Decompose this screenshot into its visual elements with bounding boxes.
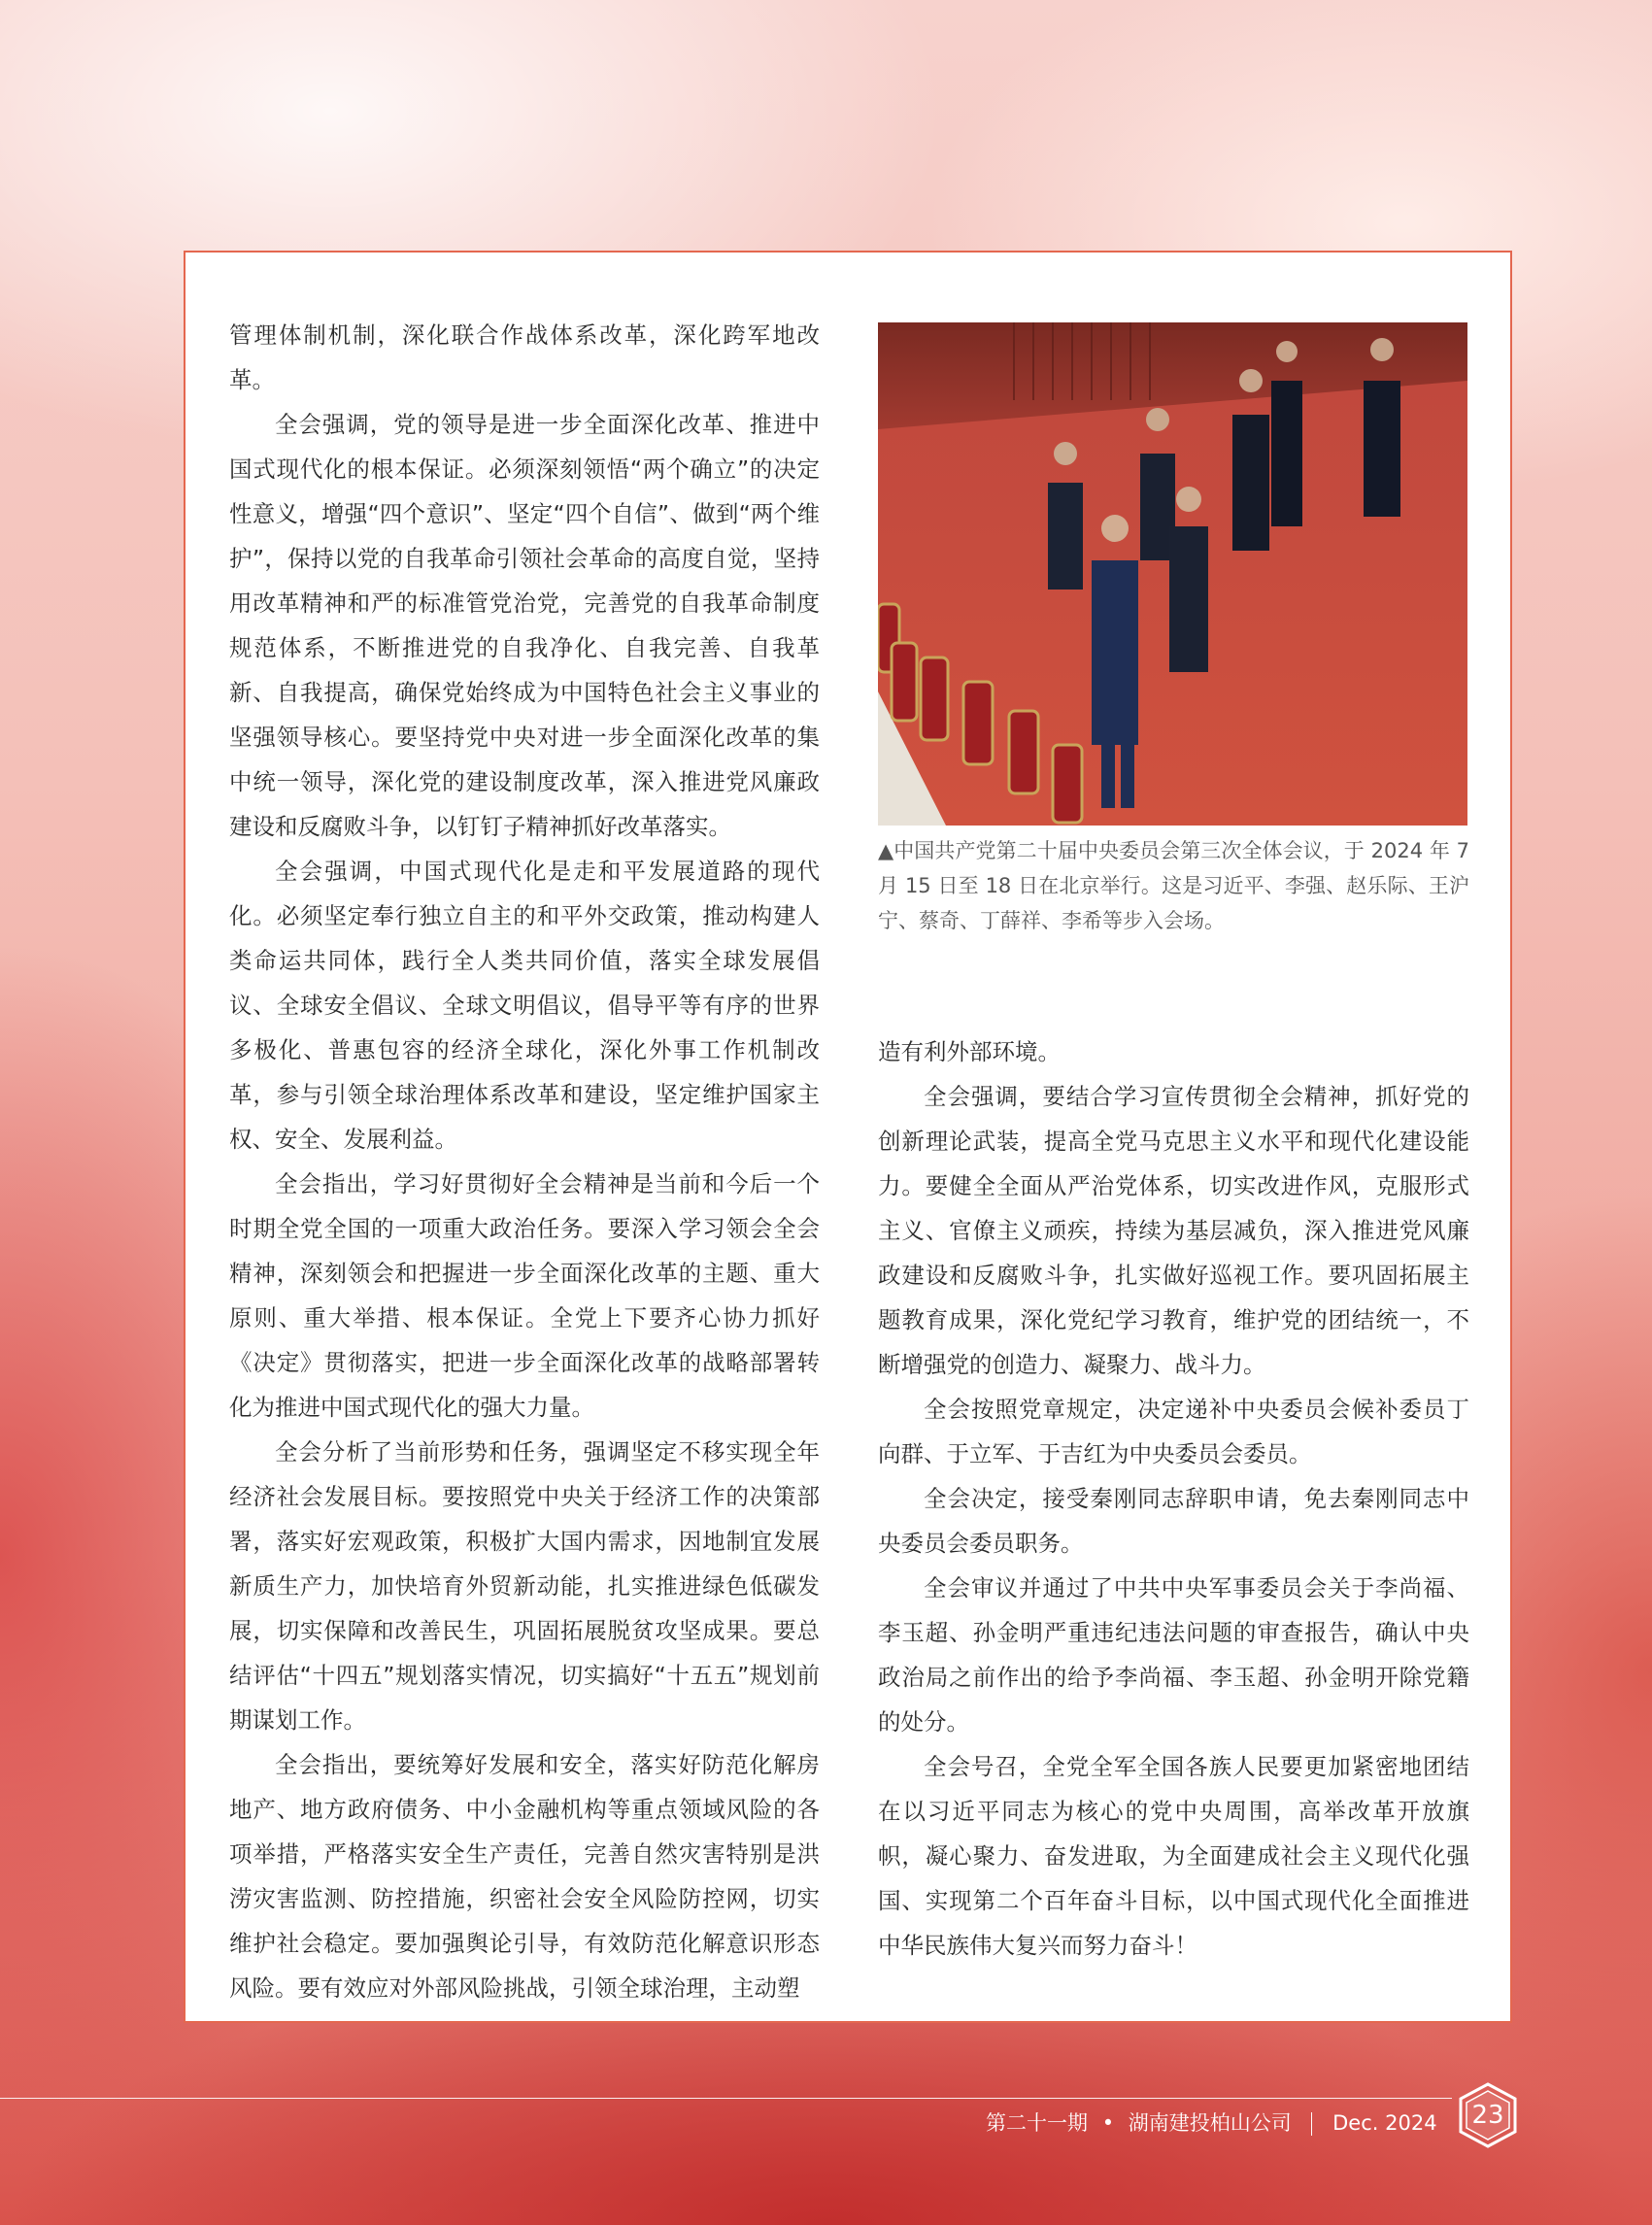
paragraph: 全会审议并通过了中共中央军事委员会关于李尚福、李玉超、孙金明严重违纪违法问题的审查报告，确认中央政治局之前作出的给予李尚福、李玉超、孙金明开除党籍的处分。 — [878, 1574, 1469, 1736]
page-footer — [0, 2098, 1652, 2141]
issue-label: 第二十一期 — [986, 2111, 1088, 2135]
footer-separator — [1311, 2112, 1312, 2136]
paragraph: 全会强调，中国式现代化是走和平发展道路的现代化。必须坚定奉行独立自主的和平外交政策，推动构建人类命运共同体，践行全人类共同价值，落实全球发展倡议、全球安全倡议、全球文明倡议，倡导平等有序的世界多极化、普惠包容的经济全球化，深化外事工作机制改革，参与引领全球治理体系改革和建设，坚定维护国家主权、安全、发展利益。 — [229, 858, 820, 1153]
paragraph: 全会指出，学习好贯彻好全会精神是当前和今后一个时期全党全国的一项重大政治任务。要深入学习领会全会精神，深刻领会和把握进一步全面深化改革的主题、重大原则、重大举措、根本保证。全党上下要齐心协力抓好《决定》贯彻落实，把进一步全面深化改革的战略部署转化为推进中国式现代化的强大力量。 — [229, 1170, 820, 1421]
paragraph: 全会强调，要结合学习宣传贯彻全会精神，抓好党的创新理论武装，提高全党马克思主义水平和现代化建设能力。要健全全面从严治党体系，切实改进作风，克服形式主义、官僚主义顽疾，持续为基层减负，深入推进党风廉政建设和反腐败斗争，扎实做好巡视工作。要巩固拓展主题教育成果，深化党纪学习教育，维护党的团结统一，不断增强党的创造力、凝聚力、战斗力。 — [878, 1083, 1469, 1378]
paragraph: 造有利外部环境。 — [878, 1038, 1061, 1065]
footer-text — [986, 2107, 1437, 2137]
paragraph: 全会按照党章规定，决定递补中央委员会候补委员丁向群、于立军、于吉红为中央委员会委员。 — [878, 1396, 1469, 1467]
paragraph: 全会决定，接受秦刚同志辞职申请，免去秦刚同志中央委员会委员职务。 — [878, 1485, 1469, 1557]
content-panel — [184, 251, 1512, 2023]
footer-divider — [0, 2098, 1452, 2099]
right-column — [878, 1029, 1469, 1968]
paragraph: 全会指出，要统筹好发展和安全，落实好防范化解房地产、地方政府债务、中小金融机构等重点领域风险的各项举措，严格落实安全生产责任，完善自然灾害特别是洪涝灾害监测、防控措施，织密社会安全风险防控网，切实维护社会稳定。要加强舆论引导，有效防范化解意识形态风险。要有效应对外部风险挑战，引领全球治理，主动塑 — [229, 1751, 820, 2002]
paragraph: 全会分析了当前形势和任务，强调坚定不移实现全年经济社会发展目标。要按照党中央关于经济工作的决策部署，落实好宏观政策，积极扩大国内需求，因地制宜发展新质生产力，加快培育外贸新动能，扎实推进绿色低碳发展，切实保障和改善民生，巩固拓展脱贫攻坚成果。要总结评估“十四五”规划落实情况，切实搞好“十五五”规划前期谋划工作。 — [229, 1438, 820, 1734]
photo-caption: ▲中国共产党第二十届中央委员会第三次全体会议，于 2024 年 7 月 15 日至 18 日在北京举行。这是习近平、李强、赵乐际、王沪宁、蔡奇、丁薛祥、李希等步入会场。 — [878, 839, 1469, 932]
dot-separator: • — [1101, 2111, 1115, 2135]
publication-name: 湖南建投柏山公司 — [1128, 2111, 1292, 2135]
page-number: 23 — [1471, 2101, 1504, 2130]
issue-date: Dec. 2024 — [1332, 2111, 1437, 2135]
paragraph: 管理体制机制，深化联合作战体系改革，深化跨军地改革。 — [229, 321, 820, 393]
left-column — [229, 313, 820, 2010]
paragraph: 全会号召，全党全军全国各族人民要更加紧密地团结在以习近平同志为核心的党中央周围，高举改革开放旗帜，凝心聚力、奋发进取，为全面建成社会主义现代化强国、实现第二个百年奋斗目标，以中国式现代化全面推进中华民族伟大复兴而努力奋斗！ — [878, 1753, 1469, 1959]
paragraph: 全会强调，党的领导是进一步全面深化改革、推进中国式现代化的根本保证。必须深刻领悟“两个确立”的决定性意义，增强“四个意识”、坚定“四个自信”、做到“两个维护”，保持以党的自我革命引领社会革命的高度自觉，坚持用改革精神和严的标准管党治党，完善党的自我革命制度规范体系，不断推进党的自我净化、自我完善、自我革新、自我提高，确保党始终成为中国特色社会主义事业的坚强领导核心。要坚持党中央对进一步全面深化改革的集中统一领导，深化党的建设制度改革，深入推进党风廉政建设和反腐败斗争，以钉钉子精神抓好改革落实。 — [229, 411, 820, 840]
page-number-badge — [1457, 2081, 1519, 2149]
meeting-photo — [878, 322, 1467, 826]
